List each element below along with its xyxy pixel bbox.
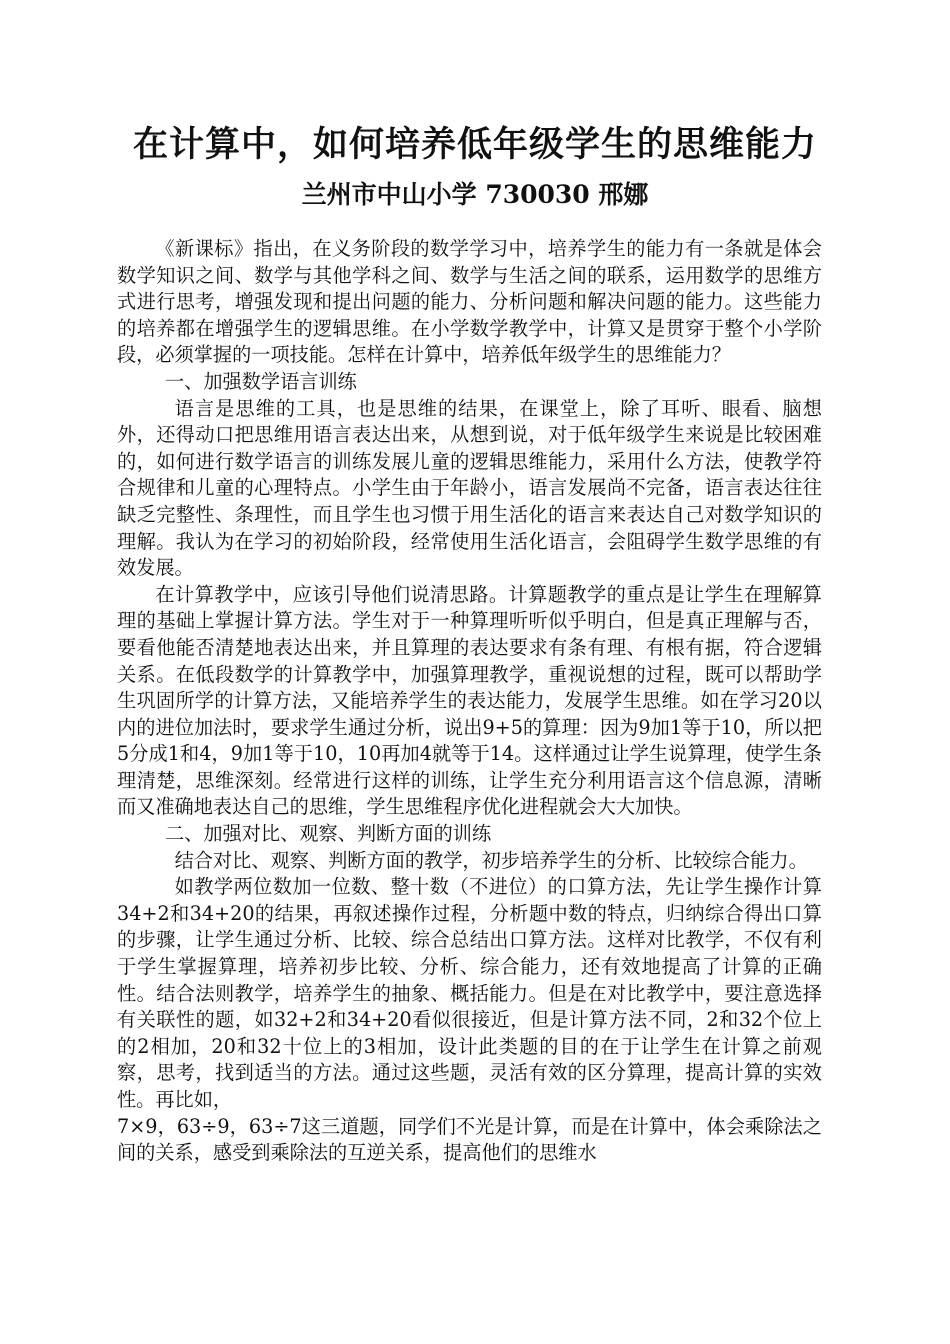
paragraph-intro: 《新课标》指出，在义务阶段的数学学习中，培养学生的能力有一条就是体会数学知识之间、数学与其他学科之间、数学与生活之间的联系，运用数学的思维方式进行思考，增强发现和提出问题的能力、分析问题和解决问题的能力。这些能力的培养都在增强学生的逻辑思维。在小学数学教学中，计算又是贯穿于整个小学阶段，必须掌握的一项技能。怎样在计算中，培养低年级学生的思维能力？ bbox=[117, 237, 822, 367]
author-line: 兰州市中山小学 730030 邢娜 bbox=[301, 180, 649, 209]
paragraph: 语言是思维的工具，也是思维的结果，在课堂上，除了耳听、眼看、脑想外，还得动口把思维用语言表达出来，从想到说，对于低年级学生来说是比较困难的，如何进行数学语言的训练发展儿童的逻辑思维能力，采用什么方法，使教学符合规律和儿童的心理特点。小学生由于年龄小，语言发展尚不完备，语言表达往往缺乏完整性、条理性，而且学生也习惯于用生活化的语言来表达自己对数学知识的理解。我认为在学习的初始阶段，经常使用生活化语言，会阻碍学生数学思维的有效发展。 bbox=[117, 396, 822, 580]
paragraph: 在计算教学中，应该引导他们说清思路。计算题教学的重点是让学生在理解算理的基础上掌握计算方法。学生对于一种算理听听似乎明白，但是真正理解与否，要看他能否清楚地表达出来，并且算理的表达要求有条有理、有根有据，符合逻辑关系。在低段数学的计算教学中，加强算理教学，重视说想的过程，既可以帮助学生巩固所学的计算方法，又能培养学生的表达能力，发展学生思维。如在学习20以内的进位加法时，要求学生通过分析，说出9+5的算理：因为9加1等于10，所以把5分成1和4，9加1等于10，10再加4就等于14。这样通过让学生说算理，使学生条理清楚，思维深刻。经常进行这样的训练，让学生充分利用语言这个信息源，清晰而又准确地表达自己的思维，学生思维程序优化进程就会大大加快。 bbox=[117, 582, 822, 819]
paragraph: 7×9，63÷9，63÷7这三道题，同学们不光是计算，而是在计算中，体会乘除法之间的关系，感受到乘除法的互逆关系，提高他们的思维水 bbox=[117, 1114, 822, 1165]
document-title: 在计算中，如何培养低年级学生的思维能力 bbox=[132, 124, 817, 165]
paragraph: 结合对比、观察、判断方面的教学，初步培养学生的分析、比较综合能力。 bbox=[174, 848, 808, 872]
section-heading-1: 一、加强数学语言训练 bbox=[165, 369, 357, 393]
section-heading-2: 二、加强对比、观察、判断方面的训练 bbox=[165, 822, 492, 846]
document-body bbox=[117, 236, 822, 1167]
paragraph: 如教学两位数加一位数、整十数（不进位）的口算方法，先让学生操作计算34+2和34+20的结果，再叙述操作过程，分析题中数的特点，归纳综合得出口算的步骤，让学生通过分析、比较、综合总结出口算方法。这样对比教学，不仅有利于学生掌握算理，培养初步比较、分析、综合能力，还有效地提高了计算的正确性。结合法则教学，培养学生的抽象、概括能力。但是在对比教学中，要注意选择有关联性的题，如32+2和34+20看似很接近，但是计算方法不同，2和32个位上的2相加，20和32十位上的3相加，设计此类题的目的在于让学生在计算之前观察，思考，找到适当的方法。通过这些题，灵活有效的区分算理，提高计算的实效性。再比如， bbox=[117, 875, 822, 1111]
